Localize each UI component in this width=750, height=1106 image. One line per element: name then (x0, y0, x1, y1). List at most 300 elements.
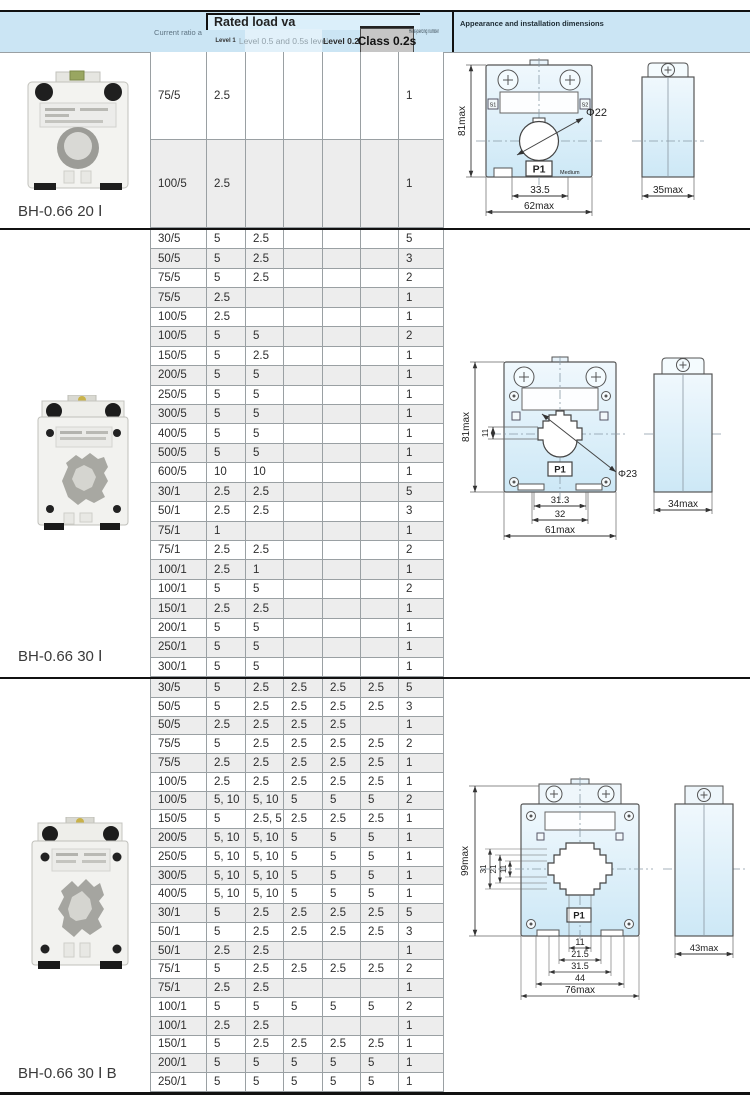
class02s-header: Class 0.2s (360, 28, 414, 54)
load-value-cell: 2.5 (361, 960, 399, 979)
piercing-count-cell: 1 (399, 658, 444, 677)
load-value-cell (361, 979, 399, 998)
svg-text:P1: P1 (573, 910, 585, 922)
ratio-cell: 75/5 (151, 269, 207, 288)
load-value-cell (284, 463, 323, 482)
load-value-cell: 2.5 (323, 904, 361, 923)
load-value-cell: 5 (246, 327, 284, 346)
load-value-cell: 5 (246, 424, 284, 443)
svg-text:11: 11 (575, 937, 585, 947)
svg-text:33.5: 33.5 (530, 185, 550, 196)
ratio-cell: 30/1 (151, 904, 207, 923)
load-value-cell: 5 (246, 658, 284, 677)
load-value-cell (361, 269, 399, 288)
load-value-cell: 2.5, 5 (246, 810, 284, 829)
load-value-cell (284, 424, 323, 443)
load-value-cell: 2.5 (323, 735, 361, 754)
table-row (151, 386, 444, 405)
load-value-cell (361, 522, 399, 541)
svg-text:34max: 34max (667, 499, 699, 510)
load-value-cell: 1 (207, 522, 246, 541)
piercing-count-cell: 2 (399, 580, 444, 599)
table-row (151, 522, 444, 541)
load-value-cell (284, 249, 323, 268)
load-value-cell: 2.5 (246, 735, 284, 754)
table-row (151, 638, 444, 657)
load-value-cell: 2.5 (246, 249, 284, 268)
load-value-cell (323, 269, 361, 288)
ratio-cell: 100/1 (151, 1017, 207, 1036)
ratio-cell: 250/1 (151, 1073, 207, 1092)
load-value-cell: 2.5 (207, 942, 246, 961)
table-row (151, 885, 444, 904)
load-value-cell (284, 386, 323, 405)
load-value-cell (323, 52, 361, 140)
model-label: BH-0.66 30 Ⅰ B (18, 1065, 117, 1082)
load-value-cell (323, 308, 361, 327)
load-value-cell (284, 560, 323, 579)
load-value-cell: 2.5 (246, 1017, 284, 1036)
load-value-cell: 5 (207, 998, 246, 1017)
svg-text:S2: S2 (581, 102, 589, 109)
piercing-count-cell: 2 (399, 960, 444, 979)
ratio-cell: 200/5 (151, 366, 207, 385)
load-value-cell (361, 942, 399, 961)
ratio-cell: 100/5 (151, 773, 207, 792)
ratio-cell: 300/1 (151, 658, 207, 677)
load-value-cell: 2.5 (246, 754, 284, 773)
piercing-count-cell: 1 (399, 619, 444, 638)
ratio-cell: 75/5 (151, 52, 207, 140)
load-value-cell (361, 347, 399, 366)
svg-text:21: 21 (489, 864, 498, 874)
table-row (151, 599, 444, 618)
load-value-cell (361, 560, 399, 579)
load-value-cell (323, 463, 361, 482)
load-value-cell (323, 288, 361, 307)
load-value-cell: 2.5 (284, 754, 323, 773)
table-row (151, 773, 444, 792)
load-value-cell: 2.5 (207, 599, 246, 618)
table-row (151, 288, 444, 307)
load-value-cell: 5 (246, 619, 284, 638)
ratio-cell: 50/5 (151, 698, 207, 717)
load-value-cell: 2.5 (323, 773, 361, 792)
piercing-count-cell: 5 (399, 230, 444, 249)
load-value-cell: 2.5 (284, 773, 323, 792)
load-value-cell: 5 (323, 848, 361, 867)
load-value-cell (246, 52, 284, 140)
load-value-cell (361, 1017, 399, 1036)
load-value-cell (323, 1017, 361, 1036)
svg-text:81max: 81max (461, 411, 472, 443)
svg-text:11: 11 (499, 864, 508, 874)
load-value-cell (284, 502, 323, 521)
load-value-cell: 5 (361, 885, 399, 904)
load-value-cell: 10 (207, 463, 246, 482)
load-value-cell: 2.5 (323, 698, 361, 717)
ratio-cell: 100/1 (151, 580, 207, 599)
svg-text:Φ22: Φ22 (586, 107, 608, 119)
svg-text:Φ23: Φ23 (618, 469, 638, 480)
ratio-cell: 400/5 (151, 424, 207, 443)
load-value-cell: 2.5 (323, 960, 361, 979)
piercing-count-cell: 2 (399, 541, 444, 560)
load-value-cell (323, 140, 361, 228)
load-value-cell: 2.5 (207, 773, 246, 792)
load-value-cell (284, 308, 323, 327)
svg-text:11: 11 (481, 428, 490, 438)
level02-header: Level 0.2 (323, 35, 359, 46)
load-value-cell: 5 (284, 867, 323, 886)
svg-text:76max: 76max (564, 985, 596, 996)
svg-text:44: 44 (574, 973, 586, 983)
piercing-count-cell: 1 (399, 810, 444, 829)
svg-text:31: 31 (479, 864, 488, 874)
spec-table-30 (150, 230, 444, 677)
piercing-count-cell: 5 (399, 904, 444, 923)
ratio-cell: 75/5 (151, 288, 207, 307)
load-value-cell: 2.5 (361, 679, 399, 698)
svg-text:35max: 35max (652, 185, 684, 196)
load-value-cell (361, 483, 399, 502)
ratio-cell: 50/1 (151, 942, 207, 961)
svg-text:31.5: 31.5 (571, 961, 589, 971)
table-row (151, 366, 444, 385)
load-value-cell: 2.5 (246, 942, 284, 961)
piercing-count-cell: 1 (399, 638, 444, 657)
load-value-cell: 2.5 (246, 599, 284, 618)
table-row (151, 560, 444, 579)
ratio-cell: 250/5 (151, 386, 207, 405)
load-value-cell (361, 366, 399, 385)
piercing-count-cell: 1 (399, 347, 444, 366)
load-value-cell (323, 424, 361, 443)
load-value-cell: 5 (207, 444, 246, 463)
ratio-cell: 100/1 (151, 560, 207, 579)
piercing-count-cell: 1 (399, 599, 444, 618)
load-value-cell (323, 658, 361, 677)
table-row (151, 698, 444, 717)
load-value-cell (284, 942, 323, 961)
load-value-cell: 2.5 (246, 502, 284, 521)
ratio-cell: 75/1 (151, 522, 207, 541)
svg-text:P1: P1 (554, 464, 566, 476)
load-value-cell: 2.5 (284, 1036, 323, 1055)
ratio-cell: 30/5 (151, 679, 207, 698)
load-value-cell: 2.5 (246, 904, 284, 923)
load-value-cell: 5, 10 (246, 848, 284, 867)
load-value-cell: 5 (207, 679, 246, 698)
load-value-cell: 2.5 (323, 923, 361, 942)
load-value-cell (284, 638, 323, 657)
load-value-cell: 5 (207, 405, 246, 424)
load-value-cell: 5 (323, 867, 361, 886)
piercing-count-cell: 1 (399, 942, 444, 961)
load-value-cell: 2.5 (284, 698, 323, 717)
ratio-cell: 75/1 (151, 960, 207, 979)
table-row (151, 735, 444, 754)
piercing-count-cell: 1 (399, 52, 444, 140)
load-value-cell: 5 (207, 960, 246, 979)
piercing-count-cell: 3 (399, 502, 444, 521)
ratio-cell: 75/5 (151, 754, 207, 773)
load-value-cell (284, 580, 323, 599)
load-value-cell: 5 (246, 366, 284, 385)
load-value-cell (361, 580, 399, 599)
load-value-cell (284, 405, 323, 424)
piercing-count-cell: 1 (399, 463, 444, 482)
ratio-cell: 75/5 (151, 735, 207, 754)
load-value-cell: 2.5 (284, 904, 323, 923)
load-value-cell: 2.5 (323, 1036, 361, 1055)
piercing-number-label: Heat-piercing number (409, 29, 440, 35)
ratio-cell: 100/5 (151, 792, 207, 811)
rated-load-header: Rated load va (206, 13, 420, 30)
load-value-cell (361, 327, 399, 346)
table-row (151, 249, 444, 268)
load-value-cell: 2.5 (246, 923, 284, 942)
table-row (151, 717, 444, 736)
load-value-cell (284, 269, 323, 288)
model-label: BH-0.66 30 Ⅰ (18, 648, 103, 665)
table-row (151, 619, 444, 638)
load-value-cell: 5 (284, 885, 323, 904)
load-value-cell: 2.5 (246, 541, 284, 560)
load-value-cell (323, 502, 361, 521)
load-value-cell (361, 658, 399, 677)
piercing-count-cell: 5 (399, 483, 444, 502)
ratio-cell: 30/1 (151, 483, 207, 502)
load-value-cell: 2.5 (246, 979, 284, 998)
load-value-cell: 5 (361, 867, 399, 886)
table-row (151, 942, 444, 961)
spec-table-30b (150, 679, 444, 1092)
load-value-cell: 2.5 (207, 502, 246, 521)
load-value-cell (323, 541, 361, 560)
product-photo-30b (24, 817, 134, 977)
table-row (151, 1036, 444, 1055)
load-value-cell (284, 483, 323, 502)
load-value-cell: 5 (361, 1054, 399, 1073)
load-value-cell (323, 327, 361, 346)
table-row (151, 960, 444, 979)
load-value-cell (284, 979, 323, 998)
load-value-cell: 2.5 (246, 717, 284, 736)
piercing-count-cell: 1 (399, 386, 444, 405)
load-value-cell: 5 (207, 638, 246, 657)
piercing-count-cell: 1 (399, 288, 444, 307)
ratio-cell: 250/5 (151, 848, 207, 867)
load-value-cell: 2.5 (361, 773, 399, 792)
load-value-cell: 2.5 (361, 810, 399, 829)
load-value-cell (323, 405, 361, 424)
ratio-cell: 100/5 (151, 327, 207, 346)
load-value-cell: 2.5 (246, 1036, 284, 1055)
load-value-cell: 5 (207, 249, 246, 268)
svg-text:61max: 61max (544, 525, 576, 536)
load-value-cell (284, 327, 323, 346)
piercing-count-cell: 1 (399, 773, 444, 792)
load-value-cell: 5 (284, 1073, 323, 1092)
load-value-cell: 2.5 (207, 1017, 246, 1036)
load-value-cell: 5 (207, 1036, 246, 1055)
load-value-cell: 5 (207, 230, 246, 249)
piercing-count-cell: 1 (399, 308, 444, 327)
load-value-cell: 2.5 (284, 923, 323, 942)
load-value-cell (323, 444, 361, 463)
load-value-cell: 5 (284, 1054, 323, 1073)
load-value-cell: 2.5 (207, 754, 246, 773)
table-row (151, 347, 444, 366)
ratio-cell: 150/1 (151, 1036, 207, 1055)
load-value-cell: 2.5 (246, 960, 284, 979)
ratio-cell: 75/1 (151, 541, 207, 560)
load-value-cell: 2.5 (246, 347, 284, 366)
ratio-cell: 300/5 (151, 867, 207, 886)
table-row (151, 424, 444, 443)
load-value-cell: 2.5 (361, 1036, 399, 1055)
piercing-count-cell: 3 (399, 923, 444, 942)
product-photo-20 (18, 70, 140, 196)
load-value-cell (284, 522, 323, 541)
load-value-cell: 5 (323, 792, 361, 811)
piercing-count-cell: 1 (399, 848, 444, 867)
table-row (151, 580, 444, 599)
table-row (151, 502, 444, 521)
table-row (151, 658, 444, 677)
ratio-cell: 200/5 (151, 829, 207, 848)
ratio-cell: 100/5 (151, 140, 207, 228)
load-value-cell (284, 619, 323, 638)
load-value-cell (323, 249, 361, 268)
level05-header: Level 0.5 and 0.5s level (245, 29, 322, 52)
load-value-cell: 5, 10 (207, 867, 246, 886)
load-value-cell: 5 (207, 735, 246, 754)
load-value-cell (361, 230, 399, 249)
load-value-cell: 5 (246, 405, 284, 424)
ratio-cell: 100/5 (151, 308, 207, 327)
load-value-cell: 5 (246, 638, 284, 657)
svg-text:21.5: 21.5 (571, 949, 589, 959)
ratio-cell: 500/5 (151, 444, 207, 463)
piercing-count-cell: 5 (399, 679, 444, 698)
load-value-cell (361, 140, 399, 228)
load-value-cell: 5 (207, 1054, 246, 1073)
load-value-cell: 5, 10 (246, 885, 284, 904)
load-value-cell: 2.5 (207, 560, 246, 579)
current-ratio-header: Current ratio a (154, 27, 202, 37)
table-row (151, 867, 444, 886)
load-value-cell: 2.5 (246, 269, 284, 288)
load-value-cell (246, 308, 284, 327)
spec-table-20 (150, 52, 444, 228)
load-value-cell: 5 (207, 658, 246, 677)
load-value-cell: 5 (207, 366, 246, 385)
load-value-cell: 2.5 (361, 754, 399, 773)
load-value-cell (284, 444, 323, 463)
load-value-cell: 2.5 (361, 904, 399, 923)
level1-header: Level 1 (206, 29, 246, 52)
table-row (151, 904, 444, 923)
piercing-count-cell: 1 (399, 140, 444, 228)
table-row (151, 792, 444, 811)
load-value-cell: 2.5 (284, 679, 323, 698)
load-value-cell: 2.5 (246, 698, 284, 717)
svg-text:32: 32 (554, 509, 566, 520)
appearance-header: Appearance and installation dimensions (460, 19, 604, 28)
load-value-cell (284, 288, 323, 307)
svg-text:Medium: Medium (560, 170, 580, 176)
load-value-cell (323, 619, 361, 638)
load-value-cell: 2.5 (207, 483, 246, 502)
load-value-cell (361, 502, 399, 521)
load-value-cell (284, 347, 323, 366)
load-value-cell (361, 599, 399, 618)
ratio-cell: 150/5 (151, 810, 207, 829)
load-value-cell: 5 (323, 1073, 361, 1092)
load-value-cell: 5 (207, 424, 246, 443)
table-row (151, 483, 444, 502)
table-row (151, 679, 444, 698)
load-value-cell: 5 (246, 1073, 284, 1092)
load-value-cell: 10 (246, 463, 284, 482)
piercing-count-cell: 1 (399, 522, 444, 541)
piercing-count-cell: 2 (399, 269, 444, 288)
piercing-count-cell: 1 (399, 444, 444, 463)
ratio-cell: 200/1 (151, 1054, 207, 1073)
piercing-count-cell: 3 (399, 698, 444, 717)
ratio-cell: 30/5 (151, 230, 207, 249)
load-value-cell: 5 (323, 998, 361, 1017)
load-value-cell: 5 (207, 1073, 246, 1092)
product-photo-30 (30, 395, 132, 533)
ratio-cell: 150/1 (151, 599, 207, 618)
piercing-count-cell: 2 (399, 735, 444, 754)
piercing-count-cell: 1 (399, 424, 444, 443)
load-value-cell: 5 (207, 923, 246, 942)
load-value-cell (361, 638, 399, 657)
load-value-cell (361, 288, 399, 307)
piercing-count-cell: 1 (399, 1054, 444, 1073)
load-value-cell (361, 249, 399, 268)
load-value-cell: 2.5 (207, 308, 246, 327)
load-value-cell: 5 (246, 1054, 284, 1073)
piercing-count-cell: 1 (399, 560, 444, 579)
ratio-cell: 600/5 (151, 463, 207, 482)
load-value-cell: 5 (284, 829, 323, 848)
load-value-cell: 2.5 (207, 979, 246, 998)
load-value-cell (246, 140, 284, 228)
ratio-cell: 300/5 (151, 405, 207, 424)
load-value-cell: 5 (246, 580, 284, 599)
load-value-cell (361, 308, 399, 327)
load-value-cell: 5 (361, 1073, 399, 1092)
svg-text:81max: 81max (457, 105, 468, 137)
load-value-cell (323, 522, 361, 541)
load-value-cell (284, 658, 323, 677)
load-value-cell: 5 (207, 904, 246, 923)
load-value-cell: 5, 10 (246, 792, 284, 811)
load-value-cell (323, 942, 361, 961)
ratio-cell: 75/1 (151, 979, 207, 998)
load-value-cell (323, 979, 361, 998)
load-value-cell (323, 638, 361, 657)
piercing-count-cell: 1 (399, 717, 444, 736)
load-value-cell: 2.5 (207, 717, 246, 736)
load-value-cell (361, 424, 399, 443)
load-value-cell (246, 522, 284, 541)
